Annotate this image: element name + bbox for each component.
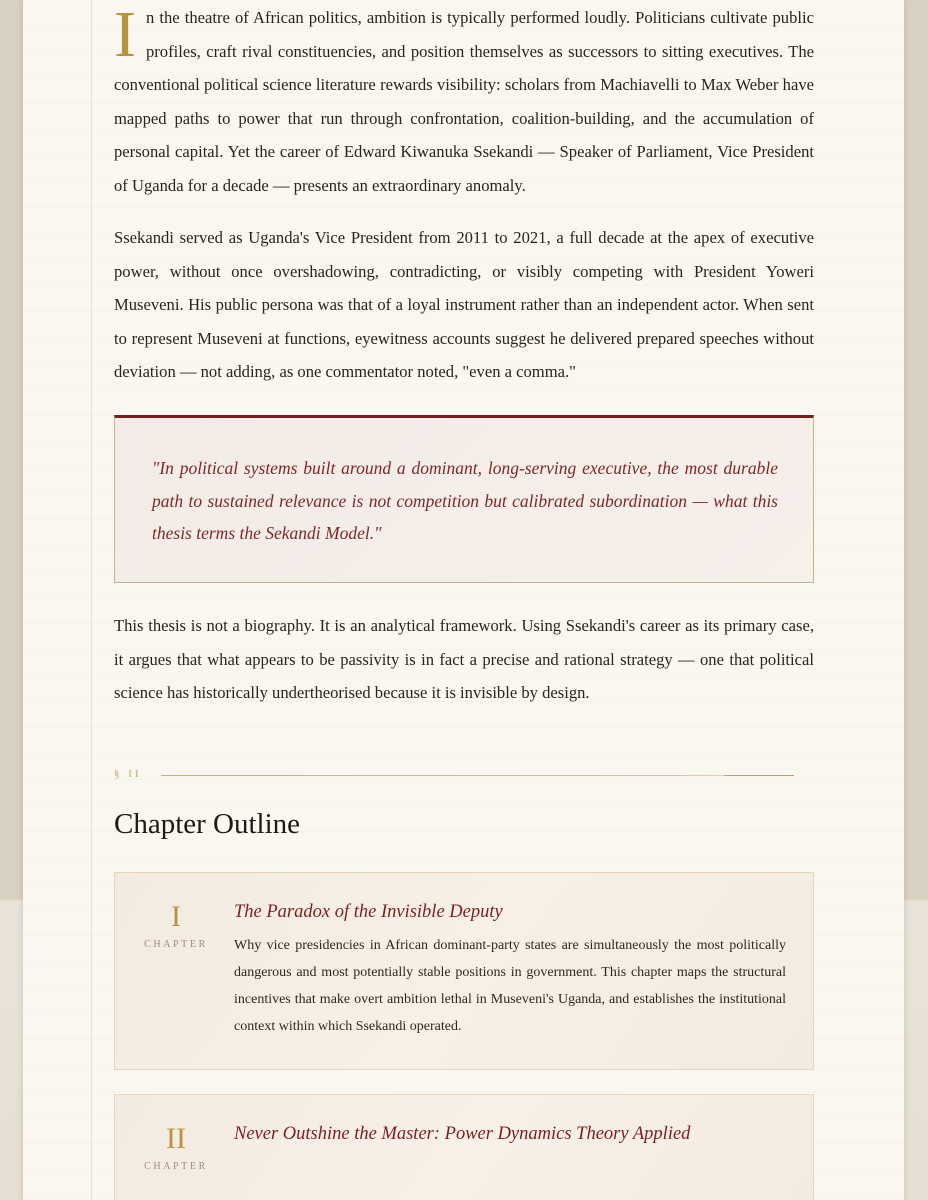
chapter-label: CHAPTER: [144, 1161, 208, 1172]
chapter-title: Never Outshine the Master: Power Dynamics Theory Applied: [234, 1124, 691, 1144]
intro-paragraph-2: Ssekandi served as Uganda's Vice President from 2011 to 2021, a full decade at the apex of executive power, without once overshadowing, contradicting, or visibly competing with President Yoweri Museveni. His public persona was that of a loyal instrument rather than an independent actor. When sent to represent Museveni at functions, eyewitness accounts suggest he delivered prepared speeches without deviation — not adding, as one commentator noted, "even a comma.": [114, 228, 814, 381]
margin-rule: [91, 0, 92, 1200]
pull-quote-text: "In political systems built around a dominant, long-serving executive, the most durable path to sustained relevance is not competition but calibrated subordination — what this thesis terms the Sekandi Model.": [152, 458, 778, 543]
chapter-description: Why vice presidencies in African dominant-party states are simultaneously the most politically dangerous and most potentially stable positions in government. This chapter maps the structural incentives that make overt ambition lethal in Museveni's Uganda, and establishes the institutional context within which Ssekandi operated.: [234, 938, 786, 1034]
chapter-numeral: II: [166, 1122, 186, 1155]
intro-paragraph-3: This thesis is not a biography. It is an analytical framework. Using Ssekandi's career as its primary case, it argues that what appears to be passivity is in fact a precise and rational strategy — one that political science has historically undertheorised because it is invisible by design.: [114, 616, 814, 702]
chapter-title: The Paradox of the Invisible Deputy: [234, 902, 503, 922]
chapter-card: [114, 1094, 814, 1200]
intro-paragraph-1-text: n the theatre of African politics, ambition is typically performed loudly. Politicians cultivate public profiles, craft rival constituencies, and position themselves as successors to sitting executives. The conventional political science literature rewards visibility: scholars from Machiavelli to Max Weber have mapped paths to power that run through confrontation, coalition-building, and the accumulation of personal capital. Yet the career of Edward Kiwanuka Ssekandi — Speaker of Parliament, Vice President of Uganda for a decade — presents an extraordinary anomaly.: [114, 8, 814, 195]
paper-page: [23, 0, 904, 1200]
intro-paragraph-1: [114, 1, 814, 202]
section-heading: Chapter Outline: [114, 808, 301, 840]
section-divider: [161, 775, 793, 776]
pull-quote: [114, 415, 814, 583]
drop-cap: I: [114, 0, 136, 71]
section-number: § II: [114, 768, 142, 780]
chapter-label: CHAPTER: [144, 939, 208, 950]
chapter-card: [114, 872, 814, 1070]
chapter-numeral: I: [171, 900, 181, 933]
section-divider-accent: [724, 775, 794, 776]
